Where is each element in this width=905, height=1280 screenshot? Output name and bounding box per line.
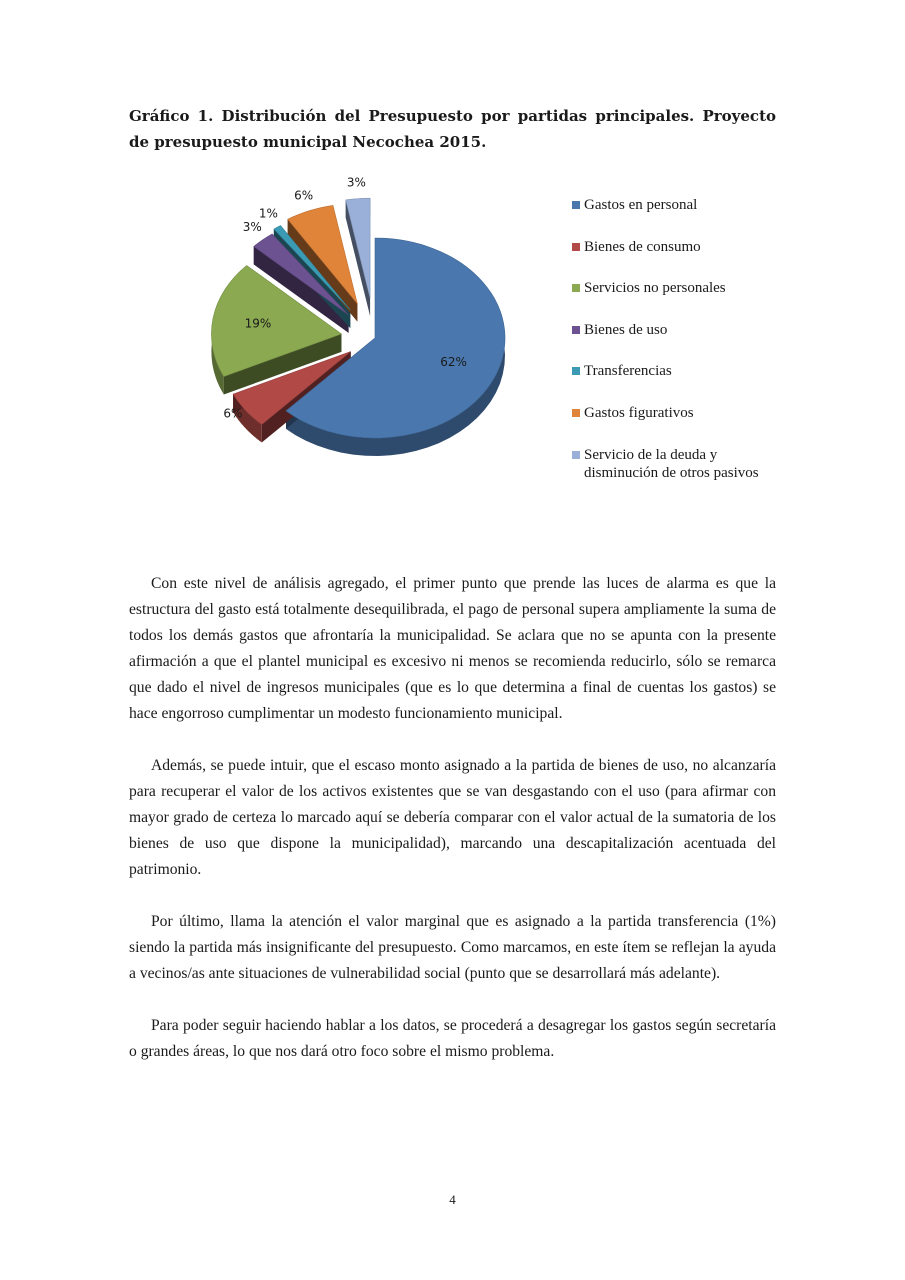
paragraph: Además, se puede intuir, que el escaso monto asignado a la partida de bienes de uso, no alcanzaría para recuperar el valor de los activos existentes que se van desgastando con el uso (para afirmar con mayor grado de certeza lo marcado aquí se debería comparar con el valor actual de la sumatoria de los bienes de uso que dispone la municipalidad), marcando una descapitalización acentuada del patrimonio. bbox=[129, 757, 776, 878]
budget-pie-chart bbox=[190, 175, 790, 490]
legend-item bbox=[570, 404, 795, 422]
legend-label: Bienes de uso bbox=[584, 321, 668, 338]
legend-item bbox=[570, 196, 795, 214]
legend-swatch bbox=[572, 326, 580, 334]
figure-caption: Gráfico 1. Distribución del Presupuesto por partidas principales. Proyecto de presupuesto municipal Necochea 2015. bbox=[129, 107, 776, 151]
legend-label: Gastos en personal bbox=[584, 197, 698, 213]
legend-label: Bienes de consumo bbox=[584, 238, 701, 255]
pie-data-label: 3% bbox=[242, 219, 262, 234]
pie-data-label: 62% bbox=[440, 354, 467, 369]
paragraph: Con este nivel de análisis agregado, el primer punto que prende las luces de alarma es que la estructura del gasto está totalmente desequilibrada, el pago de personal supera ampliamente la suma de todos los demás gastos que afrontaría la municipalidad. Se aclara que no se apunta con la presente afirmación a que el plantel municipal es excesivo ni menos se recomienda reducirlo, sólo se remarca que dado el nivel de ingresos municipales (que es lo que determina a final de cuentas los gastos) se hace engorroso cumplimentar un modesto funcionamiento municipal. bbox=[129, 575, 776, 722]
page-number: 4 bbox=[449, 1192, 456, 1207]
paragraph: Para poder seguir haciendo hablar a los datos, se procederá a desagregar los gastos según secretaría o grandes áreas, lo que nos dará otro foco sobre el mismo problema. bbox=[129, 1017, 776, 1060]
legend-label: Gastos figurativos bbox=[584, 404, 694, 421]
pie-data-label: 6% bbox=[223, 406, 243, 421]
pie-data-label: 3% bbox=[346, 175, 366, 190]
legend-item bbox=[570, 321, 795, 339]
body-text bbox=[129, 571, 776, 1091]
legend-label: Servicios no personales bbox=[584, 280, 726, 297]
legend-swatch bbox=[572, 367, 580, 375]
legend-item bbox=[570, 279, 795, 297]
legend-swatch bbox=[572, 284, 580, 292]
legend-label: Servicio de la deuda y disminución de otros pasivos bbox=[584, 446, 759, 481]
pie-data-label: 6% bbox=[294, 188, 314, 203]
legend-item bbox=[570, 446, 795, 482]
pie-chart-svg bbox=[190, 175, 560, 480]
pie-data-label: 1% bbox=[258, 206, 278, 221]
legend-swatch bbox=[572, 201, 580, 209]
legend-swatch bbox=[572, 409, 580, 417]
legend-label: Transferencias bbox=[584, 363, 672, 380]
legend-item bbox=[570, 238, 795, 256]
chart-legend bbox=[570, 196, 795, 505]
legend-item bbox=[570, 362, 795, 380]
pie-data-label: 19% bbox=[244, 316, 272, 331]
legend-swatch bbox=[572, 243, 580, 251]
paragraph: Por último, llama la atención el valor marginal que es asignado a la partida transferencia (1%) siendo la partida más insignificante del presupuesto. Como marcamos, en este ítem se reflejan la ayuda a vecinos/as ante situaciones de vulnerabilidad social (punto que se desarrollará más adelante). bbox=[129, 913, 776, 982]
legend-swatch bbox=[572, 451, 580, 459]
